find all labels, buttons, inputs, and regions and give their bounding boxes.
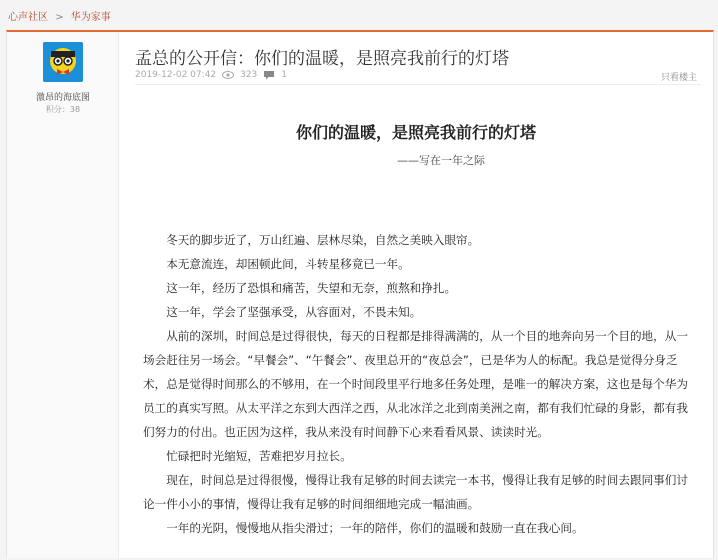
view-count: 323	[240, 70, 258, 80]
article-title: 你们的温暖，是照亮我前行的灯塔	[295, 123, 536, 142]
breadcrumb	[8, 8, 115, 23]
paragraph: 这一年，学会了坚强承受，从容面对，不畏未知。	[166, 305, 422, 319]
paragraph: 忙碌把时光缩短，苦难把岁月拉长。	[166, 449, 352, 463]
comment-count: 1	[281, 70, 288, 80]
comment-icon	[263, 70, 275, 80]
paragraph: 现在，时间总是过得很慢，慢得让我有足够的时间去读完一本书，慢得让我有足够的时间去跟同事们讨论一件小小的事情，慢得让我有足够的时间细细地完成一幅油画。	[143, 473, 688, 511]
post-title: 孟总的公开信：你们的温暖，是照亮我前行的灯塔	[135, 49, 509, 69]
article-subtitle: ——写在一年之际	[397, 154, 485, 167]
paragraph: 本无意流连，却困顿此间，斗转星移竟已一年。	[166, 257, 410, 271]
author-only-link[interactable]: 只看楼主	[660, 73, 697, 83]
article-body	[143, 228, 695, 540]
eye-icon	[222, 70, 234, 80]
divider	[135, 84, 701, 85]
breadcrumb-separator: >	[55, 12, 64, 23]
avatar-icon	[43, 42, 83, 82]
author-sidebar	[7, 32, 119, 558]
paragraph: 从前的深圳，时间总是过得很快，每天的日程都是排得满满的，从一个目的地奔向另一个目的地，从一场会赶往另一场会。“早餐会”、“午餐会”、夜里总开的“夜总会”，已是华为人的标配。我总是觉得分身乏术，总是觉得时间那么的不够用，在一个时间段里平行地多任务处理，是唯一的解决方案，这也是每个华为员工的真实写照。从太平洋之东到大西洋之西，从北冰洋之北到南美洲之南，都有我们忙碌的身影，都有我们努力的付出。也正因为这样，我从来没有时间静下心来看看风景、读读时光。	[143, 329, 688, 439]
breadcrumb-root-link[interactable]: 心声社区	[8, 12, 48, 23]
paragraph: 这一年，经历了恐惧和痛苦，失望和无奈，煎熬和挣扎。	[166, 281, 457, 295]
avatar[interactable]	[43, 42, 83, 82]
paragraph: 冬天的脚步近了，万山红遍、层林尽染，自然之美映入眼帘。	[166, 233, 480, 247]
post-date: 2019-12-02 07:42	[135, 70, 217, 80]
post-card	[6, 30, 714, 558]
paragraph: 一年的光阴，慢慢地从指尖滑过；一年的陪伴，你们的温暖和鼓励一直在我心间。	[166, 521, 584, 535]
breadcrumb-section-link[interactable]: 华为家事	[70, 12, 111, 23]
author-score: 积分：38	[45, 105, 81, 114]
author-name[interactable]: 激昂的海底图	[35, 93, 90, 103]
post-meta	[135, 70, 287, 80]
